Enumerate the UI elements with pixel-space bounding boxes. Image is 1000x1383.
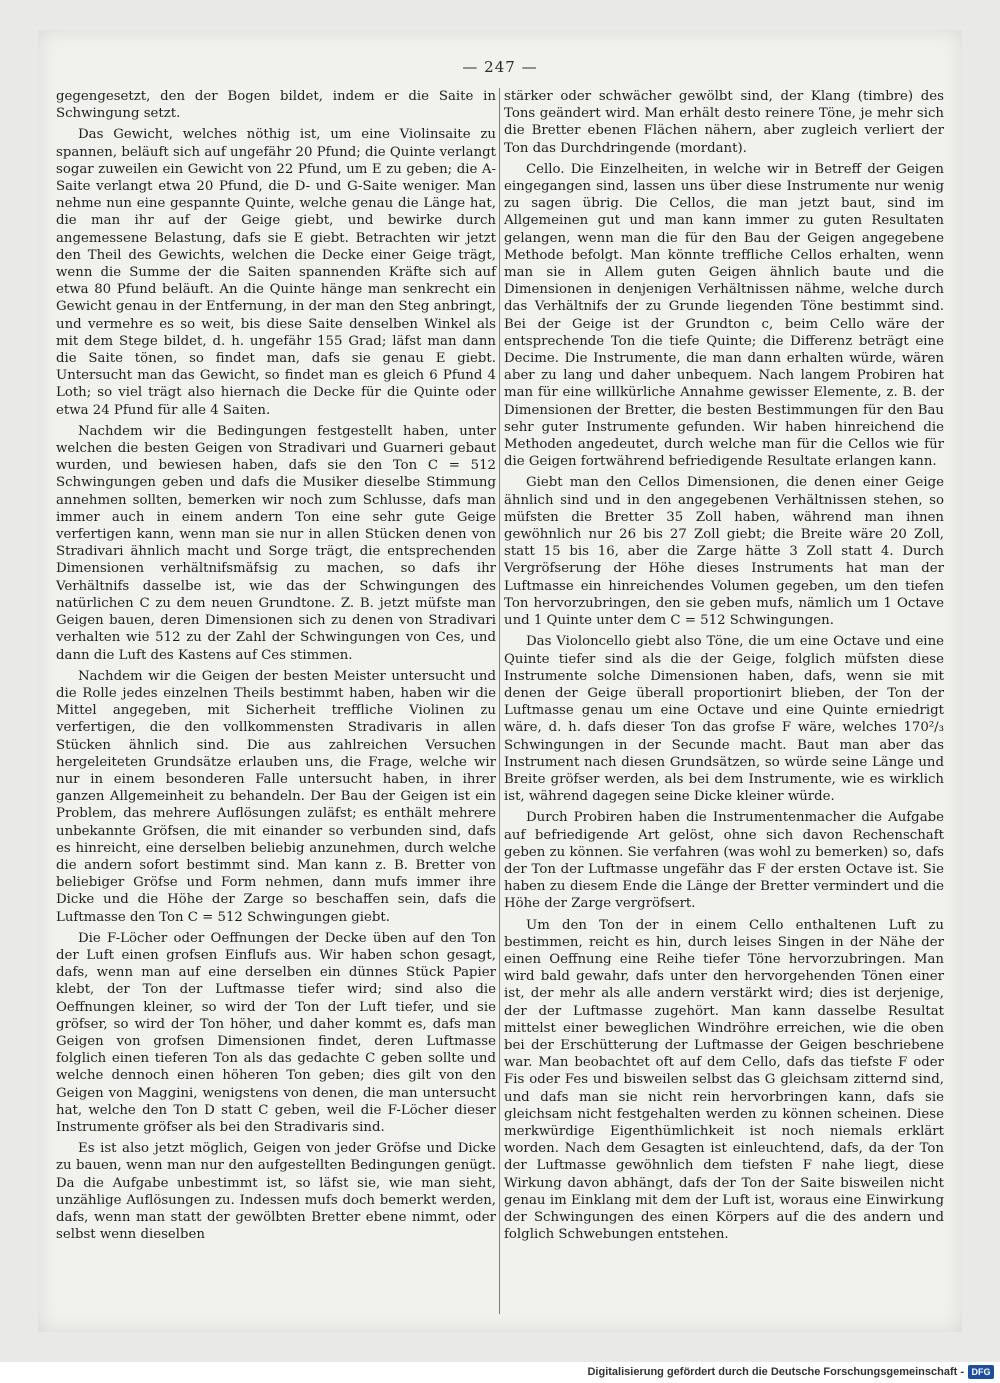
paragraph: Das Gewicht, welches nöthig ist, um eine Violinsaite zu spannen, beläuft sich auf ungefähr 20 Pfund; die Quinte verlangt sogar zuweilen ein Gewicht von 22 Pfund, um E zu geben; die A-Saite verlangt etwa 20 Pfund, die D- und G-Saite weniger. Man nehme nun eine gespannte Quinte, welche genau die Länge hat, die man ihr auf der Geige giebt, und bewirke durch angemessene Belastung, dafs sie E giebt. Betrachten wir jetzt den Theil des Gewichts, welchen die Decke einer Geige trägt, wenn die Summe der die Saiten spannenden Kräfte sich auf etwa 80 Pfund beläuft. An die Quinte hänge man senkrecht ein Gewicht genau in der Entfernung, in der man den Steg anbringt, und vermehre es so weit, bis diese Saite denselben Winkel als mit dem Stege bildet, d. h. ungefähr 155 Grad; läfst man dann die Saite tönen, so findet man, dafs sie genau E giebt. Untersucht man das Gewicht, so findet man es gleich 6 Pfund 4 Loth; so viel trägt also hiernach die Decke für die Quinte oder etwa 24 Pfund für alle 4 Saiten. bbox=[56, 127, 496, 418]
paragraph: Das Violoncello giebt also Töne, die um eine Octave und eine Quinte tiefer sind als die der Geige, folglich müfsten diese Instrumente solche Dimensionen haben, dafs, wenn sie mit denen der Geige überall proportionirt blieben, der Ton der Luftmasse genau um eine Octave und eine Quinte erniedrigt wäre, d. h. dafs dieser Ton das grofse F wäre, welches 170²/₃ Schwingungen in der Secunde macht. Baut man aber das Instrument nach diesen Grundsätzen, so würde seine Länge und Breite gröfser werden, als bei dem Instrumente, wie es wirklich ist, während dagegen seine Dicke kleiner würde. bbox=[504, 634, 944, 805]
paragraph: Nachdem wir die Geigen der besten Meister untersucht und die Rolle jedes einzelnen Theils bestimmt haben, haben wir die Mittel angegeben, mit Sicherheit treffliche Violinen zu verfertigen, die den vollkommensten Stradivaris in allen Stücken ähnlich sind. Die aus zahlreichen Versuchen hergeleiteten Grundsätze erlauben uns, die Frage, welche wir nur in einem besonderen Falle untersucht haben, in ihrer ganzen Allgemeinheit zu behandeln. Der Bau der Geigen ist ein Problem, das mehrere Auflösungen zuläfst; es enthält mehrere unbekannte Gröfsen, die mit einander so verbunden sind, dafs es hinreicht, eine derselben beliebig anzunehmen, durch welche die andern sofort bestimmt sind. Man kann z. B. Bretter von beliebiger Gröfse und Form nehmen, dann mufs immer ihre Dicke und die Höhe der Zarge so beschaffen sein, dafs die Luftmasse den Ton C = 512 Schwingungen giebt. bbox=[56, 668, 496, 925]
page-number: — 247 — bbox=[462, 58, 538, 76]
paragraph: Cello. Die Einzelheiten, in welche wir in Betreff der Geigen eingegangen sind, lassen uns über diese Instrumente nur wenig zu sagen übrig. Die Cellos, die man jetzt baut, sind im Allgemeinen gut und man kann immer zu guten Resultaten gelangen, wenn man die für den Bau der Geigen angegebene Methode befolgt. Man könnte treffliche Cellos erhalten, wenn man sie in Allem guten Geigen ähnlich baute und die Dimensionen in denjenigen Verhältnissen nähme, welche durch das Verhältnifs der zu Grunde liegenden Töne bestimmt sind. Bei der Geige ist der Grundton c, beim Cello wäre der entsprechende Ton die tiefe Quinte; die Differenz beträgt eine Decime. Die Instrumente, die man dann erhalten würde, wären aber zu lang und daher unbequem. Nach langem Probiren hat man für eine willkürliche Annahme gewisser Elemente, z. B. der Dimensionen der Bretter, die besten Bestimmungen für den Bau sehr guter Instrumente gefunden. Wir haben hinreichend die Methoden angedeutet, durch welche man für die Cellos wie für die Geigen fortwährend befriedigende Resultate erlangen kann. bbox=[504, 161, 944, 470]
dfg-logo: DFG bbox=[968, 1365, 994, 1379]
footer-bar bbox=[0, 1362, 1000, 1383]
right-column bbox=[504, 88, 944, 1247]
funding-credit: Digitalisierung gefördert durch die Deutsche Forschungsgemeinschaft - bbox=[587, 1366, 964, 1378]
document-page bbox=[38, 30, 962, 1332]
paragraph: gegengesetzt, den der Bogen bildet, indem er die Saite in Schwingung setzt. bbox=[56, 89, 496, 122]
paragraph: Es ist also jetzt möglich, Geigen von jeder Gröfse und Dicke zu bauen, wenn man nur den aufgestellten Bedingungen genügt. Da die Aufgabe unbestimmt ist, so läfst sie, wie man sieht, unzählige Auflösungen zu. Indessen mufs doch bemerkt werden, dafs, wenn man statt der gewölbten Bretter ebene nimmt, oder selbst wenn dieselben bbox=[56, 1141, 496, 1243]
paragraph: stärker oder schwächer gewölbt sind, der Klang (timbre) des Tons geändert wird. Man erhält desto reinere Töne, je mehr sich die Bretter ebenen Flächen nähern, aber zugleich verliert der Ton das Durchdringende (mordant). bbox=[504, 89, 944, 156]
paragraph: Um den Ton der in einem Cello enthaltenen Luft zu bestimmen, reicht es hin, durch leises Singen in der Nähe der einen Oeffnung eine Reihe tiefer Töne hervorzubringen. Man wird bald gewahr, dafs unter den hervorgehenden Tönen einer ist, der mehr als alle andern verstärkt wird; dies ist derjenige, der der Luftmasse zugehört. Man kann dasselbe Resultat mittelst einer beweglichen Windröhre erreichen, wie die oben bei der Erschütterung der Luftmasse der Geigen beschriebene war. Man beobachtet oft auf dem Cello, dafs das tiefste F oder Fis oder Fes und bisweilen selbst das G gleichsam zitternd sind, und dafs man sie nicht rein hervorbringen kann, dafs sie gleichsam nicht festgehalten werden zu können scheinen. Diese merkwürdige Eigenthümlichkeit ist noch niemals erklärt worden. Nach dem Gesagten ist einleuchtend, dafs, da der Ton der Luftmasse gewöhnlich dem tiefsten F nahe liegt, diese Wirkung davon abhängt, dafs der Ton der Saite bisweilen nicht genau im Einklang mit dem der Luft ist, woraus eine Einwirkung der Schwingungen des einen Körpers auf die des andern und folglich Schwebungen entstehen. bbox=[504, 917, 944, 1243]
paragraph: Die F-Löcher oder Oeffnungen der Decke üben auf den Ton der Luft einen grofsen Einflufs aus. Wir haben schon gesagt, dafs, wenn man auf eine derselben ein dünnes Stück Papier klebt, der Ton der Luftmasse tiefer wird; sind also die Oeffnungen kleiner, so wird der Ton der Luft tiefer, und sie gröfser, so wird der Ton höher, und daher kommt es, dafs man Geigen von grofsen Dimensionen findet, deren Luftmasse folglich einen tieferen Ton als das gedachte C geben sollte und welche dennoch einen höheren Ton geben; dies gilt von den Geigen von Maggini, wenigstens von denen, die man untersucht hat, welche den Ton D statt C geben, weil die F-Löcher dieser Instrumente gröfser als bei den Stradivaris sind. bbox=[56, 930, 496, 1135]
paragraph: Nachdem wir die Bedingungen festgestellt haben, unter welchen die besten Geigen von Stradivari und Guarneri gebaut wurden, und bewiesen haben, dafs sie den Ton C = 512 Schwingungen geben und dafs die Musiker dieselbe Stimmung annehmen sollten, bemerken wir noch zum Schlusse, dafs man immer auch in einem andern Ton eine sehr gute Geige verfertigen kann, wenn man sie nur in allen Stücken denen von Stradivari ähnlich macht und Sorge trägt, die entsprechenden Dimensionen verhältnifsmäfsig zu machen, so dafs ihr Verhältnifs dasselbe ist, wie das der Schwingungen des natürlichen C zu dem neuen Grundtone. Z. B. jetzt müfste man Geigen bauen, deren Dimensionen sich zu denen von Stradivari verhalten wie 512 zu der Zahl der Schwingungen von Ces, und dann die Luft des Kastens auf Ces stimmen. bbox=[56, 423, 496, 663]
paragraph: Durch Probiren haben die Instrumentenmacher die Aufgabe auf befriedigende Art gelöst, ohne sich davon Rechenschaft geben zu können. Sie verfahren (was wohl zu bemerken) so, dafs der Ton der Luftmasse ungefähr das F der ersten Octave ist. Sie haben zu diesem Ende die Länge der Bretter vermindert und die Höhe der Zarge vergröfsert. bbox=[504, 810, 944, 912]
paragraph: Giebt man den Cellos Dimensionen, die denen einer Geige ähnlich sind und in den angegebenen Verhältnissen stehen, so müfsten die Bretter 35 Zoll haben, während man ihnen gewöhnlich nur 26 bis 27 Zoll giebt; die Breite wäre 20 Zoll, statt 15 bis 16, aber die Zarge hätte 3 Zoll statt 4. Durch Vergröfserung der Höhe dieses Instruments hat man der Luftmasse ein hinreichendes Volumen gegeben, um den tiefen Ton hervorzubringen, den sie geben mufs, nämlich um 1 Octave und 1 Quinte unter dem C = 512 Schwingungen. bbox=[504, 475, 944, 629]
column-divider bbox=[499, 88, 500, 1314]
left-column bbox=[56, 88, 496, 1247]
